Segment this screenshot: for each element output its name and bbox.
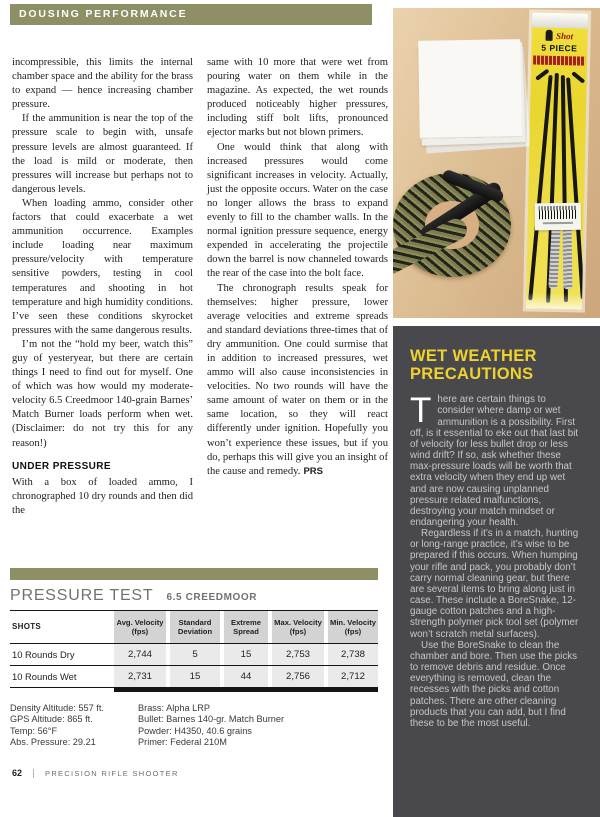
table-footnotes — [10, 703, 378, 749]
table-cell: 2,753 — [272, 644, 324, 665]
conditions-list — [10, 703, 138, 749]
cotton-patches-stack — [418, 39, 522, 139]
sidebar-paragraph — [410, 391, 584, 528]
table-cell: 2,756 — [272, 666, 324, 687]
table-cell: 2,744 — [114, 644, 166, 665]
article-body — [12, 56, 388, 518]
sidebar-wet-weather-precautions — [393, 326, 600, 817]
body-paragraph — [207, 282, 388, 479]
body-paragraph: I’m not the “hold my beer, watch this” guy of yesteryear, but there are certain things I need to find out for myself. One of which was how would my moderate-velocity 6.5 Creedmoor 140-grain Barnes’ Match Burner loads perform when wet. (Disclaimer: do not try this for any reason!) — [12, 338, 193, 449]
load-data-item: Bullet: Barnes 140-gr. Match Burner — [138, 714, 285, 725]
table-cell: 15 — [170, 666, 220, 687]
load-data-item: Primer: Federal 210M — [138, 737, 227, 748]
body-paragraph: When loading ammo, consider other factors that could exacerbate a wet ammunition occurrence. Examples include loading near maximum pressure/velocity with temperature sensitive powders, testing in cool temperatures and shooting in hot temperature and high humidity conditions. I’ve seen these conditions skyrocket pressures with the same dangerous results. — [12, 197, 193, 336]
condition-item: GPS Altitude: 865 ft. — [10, 714, 93, 725]
column-header: Avg. Velocity (fps) — [114, 611, 166, 643]
body-paragraph: With a box of loaded ammo, I chronographed 10 dry rounds and then did the — [12, 476, 193, 516]
load-data-item: Powder: H4350, 40.6 grains — [138, 725, 252, 736]
body-paragraph-text: The chronograph results speak for themselves: higher pressure, lower average velocities and extreme spreads and standard deviations three-times that of dry ammunition. One could surmise that in addition to increased pressures, wet ammo will also cause inconsistencies in velocities. No two rounds will have the same amount of water on them or in the same location, so they will react differently under ignition. Hopefully you won’t experience these issues, but if you do, perhaps this will give you an insight of the cause and remedy. — [207, 282, 388, 477]
column-header: SHOTS — [12, 622, 42, 632]
table-cell: 44 — [224, 666, 268, 687]
pressure-table — [10, 610, 378, 692]
condition-item: Density Altitude: 557 ft. — [10, 702, 104, 713]
table-cell: 15 — [224, 644, 268, 665]
column-header: Extreme Spread — [224, 611, 268, 643]
table-title: PRESSURE TEST — [10, 587, 154, 604]
pick-tool-package-card — [526, 12, 588, 309]
sidebar-paragraph: Use the BoreSnake to clean the chamber and bore. Then use the picks to remove debris and residue. Once everything is removed, clean the recesses with the picks and cotton patches. There are other cleaning products that you can add, but I find these to be the most useful. — [410, 639, 578, 729]
package-brand-logo — [532, 29, 588, 41]
page-number: 62 — [12, 768, 23, 778]
divider-bar — [10, 568, 378, 580]
subheading-under-pressure: UNDER PRESSURE — [12, 460, 111, 472]
brush-coil — [563, 227, 573, 289]
column-header: Max. Velocity (fps) — [272, 611, 324, 643]
sidebar-paragraph-text: here are certain things to consider where damp or wet ammunition is a possibility. First off, is it essential to eke out that last bit of velocity for less bullet drop or less wind drift? If so, ask whether these max-pressure loads will be worth that extra velocity when they end up wet and are now causing unplanned pressure related malfunctions, destroying your match mindset or endangering your health. — [410, 394, 579, 528]
table-cell: 5 — [170, 644, 220, 665]
drop-cap: T — [410, 391, 432, 431]
body-paragraph: same with 10 more that were wet from pouring water on them while in the magazine. As expected, the wet rounds produced noticeably higher pressures, including stiff bolt lifts, pronounced ejector marks but not blown primers. — [207, 57, 388, 139]
article-end-mark: PRS — [303, 465, 323, 477]
row-label: 10 Rounds Dry — [12, 649, 75, 660]
body-paragraph: incompressible, this limits the internal chamber space and the ability for the brass to expand — hence increasing chamber pressure. — [12, 57, 193, 111]
barcode-label — [535, 203, 581, 231]
cleaning-kit-photo — [393, 8, 600, 318]
sidebar-title-line1: WET WEATHER — [410, 347, 537, 365]
table-row — [10, 644, 378, 666]
article-column-2 — [207, 56, 388, 518]
pick-tool-package — [523, 9, 591, 312]
table-subtitle: 6.5 CREEDMOOR — [166, 592, 258, 603]
section-kicker-bar — [10, 4, 372, 25]
condition-item: Temp: 56°F — [10, 725, 58, 736]
row-label: 10 Rounds Wet — [12, 671, 77, 682]
package-hang-tab — [531, 12, 588, 28]
table-header-row — [10, 611, 378, 644]
body-paragraph: One would think that along with increased pressures would come significant increases in velocity. Actually, just the opposite occurs. Water on the case no longer allows the brass to expand evenly to fill to the chamber walls. In the normal ignition pressure sequence, energy expended in accelerating the projectile down the barrel is now channeled towards the rear of the case into the bolt face. — [207, 141, 388, 280]
column-header: Min. Velocity (fps) — [328, 611, 378, 643]
pressure-test-section — [10, 568, 378, 749]
sidebar-title-line2: PRECAUTIONS — [410, 365, 534, 384]
table-cell: 2,738 — [328, 644, 378, 665]
table-bottom-rule — [114, 688, 378, 692]
load-data-item: Brass: Alpha LRP — [138, 702, 211, 713]
package-red-band — [533, 55, 585, 65]
body-paragraph: If the ammunition is near the top of the pressure scale to begin with, unsafe pressure levels are almost guaranteed. If the load is mild or moderate, then pressures will increase but perhaps not to dangerous levels. — [12, 113, 193, 195]
package-brand-text: Shot — [556, 30, 574, 41]
table-cell: 2,712 — [328, 666, 378, 687]
load-data-list — [138, 703, 284, 749]
table-title-row — [10, 587, 378, 605]
kicker-text: DOUSING PERFORMANCE — [19, 8, 188, 20]
pick-hook-tip — [571, 71, 585, 84]
sidebar-title — [410, 347, 584, 383]
shooter-figure-icon — [546, 30, 553, 41]
condition-item: Abs. Pressure: 29.21 — [10, 737, 96, 748]
table-row — [10, 666, 378, 688]
article-column-1 — [12, 56, 193, 518]
table-cell: 2,731 — [114, 666, 166, 687]
sidebar-paragraph: Regardless if it’s in a match, hunting or long-range practice, it’s wise to be prepared if this occurs. When humping your rifle and pack, you probably don’t carry normal cleaning gear, but there are several items to bring along just in case. These include a BoreSnake, 12-gauge cotton patches and a high-strength polymer pick tool set (polymer won’t scratch metal surfaces). — [410, 528, 579, 640]
footer-divider — [33, 769, 34, 778]
column-header: Standard Deviation — [170, 611, 220, 643]
magazine-name: PRECISION RIFLE SHOOTER — [45, 768, 179, 778]
page-footer — [12, 768, 179, 778]
package-piece-count: 5 PIECE — [541, 42, 578, 54]
